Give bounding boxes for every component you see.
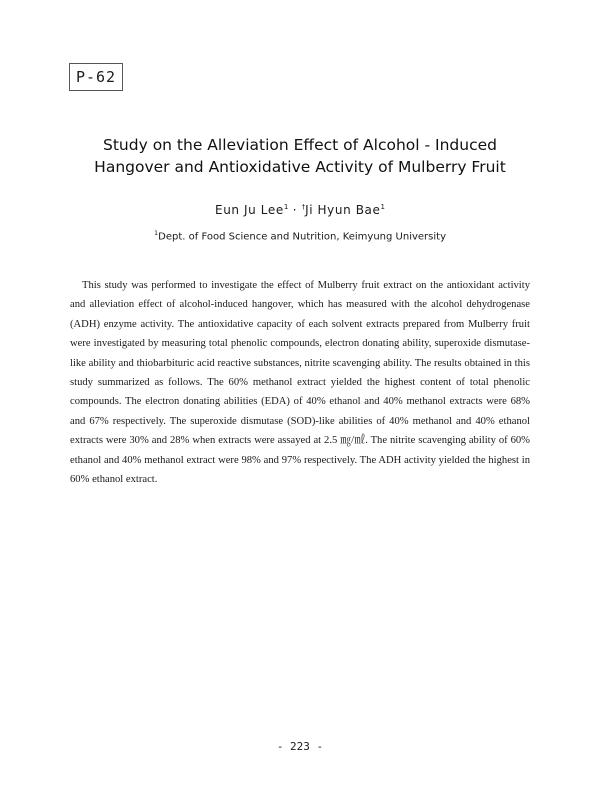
affiliation [0, 229, 600, 242]
affiliation-text: Dept. of Food Science and Nutrition, Keimyung University [158, 231, 446, 243]
poster-number-label: P-62 [69, 63, 123, 91]
affiliation-mark: 1 [154, 229, 159, 237]
author-name: Eun Ju Lee [215, 203, 284, 217]
affiliation-mark: 1 [283, 203, 289, 211]
abstract-paragraph: This study was performed to investigate the effect of Mulberry fruit extract on the antioxidant activity and alleviation effect of alcohol-induced hangover, which has measured with the alcohol dehydrogenase (ADH) enzyme activity. The antioxidative capacity of each solvent extracts prepared from Mulberry fruit were investigated by measuring total phenolic compounds, electron donating ability, superoxide dismutase-like ability and thiobarbituric acid reactive substances, nitrite scavenging ability. The results obtained in this study summarized as follows. The 60% methanol extract yielded the highest content of total phenolic compounds. The electron donating abilities (EDA) of 40% ethanol and 40% methanol extracts were 68% and 67% respectively. The superoxide dismutase (SOD)-like abilities of 40% methanol and 40% ethanol extracts were 30% and 28% when extracts were assayed at 2.5 ㎎/㎖. The nitrite scavenging ability of 60% ethanol and 40% methanol extract were 98% and 97% respectively. The ADH activity yielded the highest in 60% ethanol extract. [70, 280, 530, 486]
affiliation-mark: 1 [380, 203, 385, 211]
title-line-2: Hangover and Antioxidative Activity of Mulberry Fruit [94, 158, 506, 176]
page-number: - 223 - [276, 740, 324, 753]
corresponding-author-mark: † [301, 203, 306, 211]
author-separator: · [288, 203, 302, 217]
title-line-1: Study on the Alleviation Effect of Alcohol - Induced [103, 136, 497, 154]
author-name: Ji Hyun Bae [305, 203, 381, 217]
author-list [0, 203, 600, 217]
paper-title [60, 134, 540, 178]
